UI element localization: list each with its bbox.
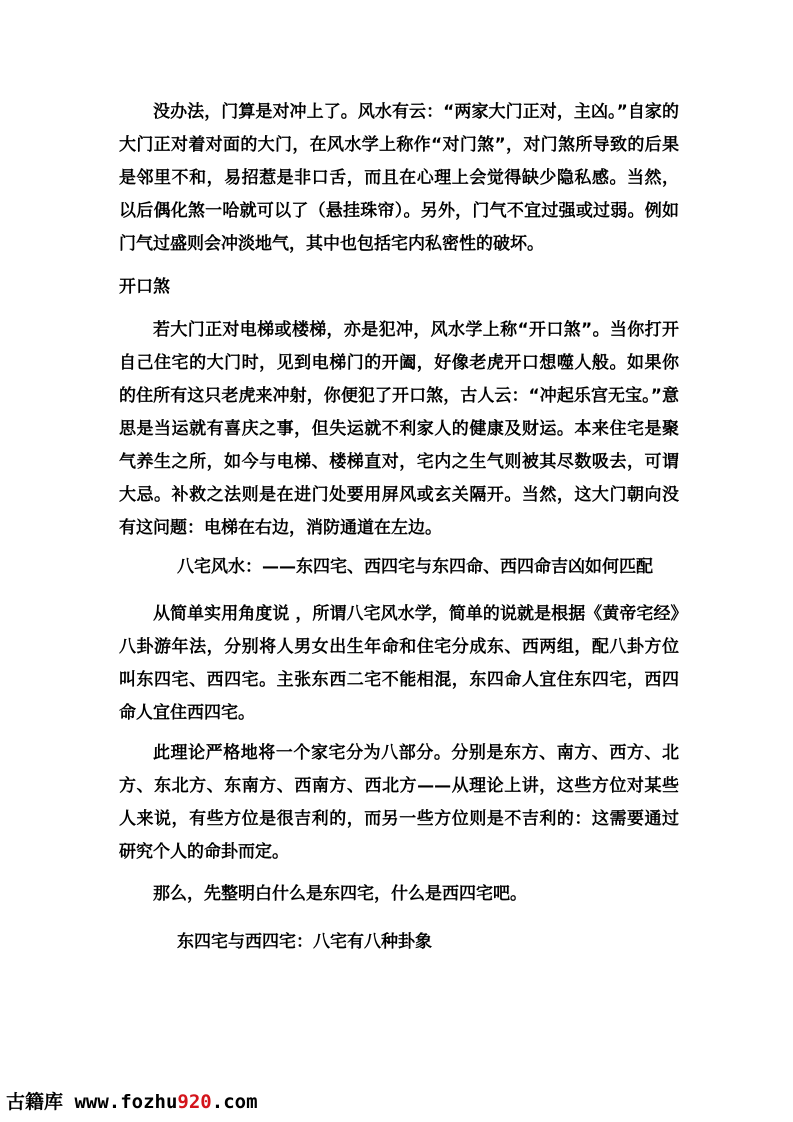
section-heading-kaikousha: 开口煞	[119, 277, 170, 297]
watermark-url-number: 920	[177, 1091, 212, 1113]
watermark-site-name: 古籍库	[6, 1091, 64, 1113]
paragraph-kaikousha: 若大门正对电梯或楼梯，亦是犯冲，风水学上称“开口煞”。当你打开自己住宅的大门时，见到电梯门的开阖，好像老虎开口想噬人般。如果你的住所有这只老虎来冲射，你便犯了开口煞，古人云：“冲起乐宫无宝。”意思是当运就有喜庆之事，但失运就不利家人的健康及财运。本来住宅是聚气养生之所，如今与电梯、楼梯直对，宅内之生气则被其尽数吸去，可谓大忌。补救之法则是在进门处要用屏风或玄关隔开。当然，这大门朝向没有这问题：电梯在右边，消防通道在左边。	[119, 320, 679, 538]
section-heading-east-west-houses: 东四宅与西四宅：八宅有八种卦象	[177, 932, 432, 952]
watermark-url-prefix: www.fozhu	[74, 1091, 178, 1113]
paragraph-door-clash: 没办法，门算是对冲上了。风水有云：“两家大门正对，主凶。”自家的大门正对着对面的大门，在风水学上称作“对门煞”，对门煞所导致的后果是邻里不和，易招惹是非口舌，而且在心理上会觉得缺少隐私感。当然，以后偶化煞一哈就可以了（悬挂珠帘）。另外，门气不宜过强或过弱。例如门气过盛则会冲淡地气，其中也包括宅内私密性的破坏。	[119, 102, 679, 254]
paragraph-bazhai-intro: 从简单实用角度说 ，所谓八宅风水学，简单的说就是根据《黄帝宅经》八卦游年法，分别将人男女出生年命和住宅分成东、西两组，配八卦方位叫东四宅、西四宅。主张东西二宅不能相混，东四命人宜住东四宅，西四命人宜住西四宅。	[119, 604, 679, 723]
site-watermark	[6, 1089, 258, 1115]
paragraph-east-west-intro: 那么，先整明白什么是东四宅，什么是西四宅吧。	[153, 884, 527, 904]
paragraph-eight-directions: 此理论严格地将一个家宅分为八部分。分别是东方、南方、西方、北方、东北方、东南方、西南方、西北方——从理论上讲，这些方位对某些人来说，有些方位是很吉利的，而另一些方位则是不吉利的：这需要通过研究个人的命卦而定。	[119, 743, 679, 862]
watermark-url-suffix: .com	[211, 1091, 258, 1113]
section-heading-bazhai: 八宅风水：——东四宅、西四宅与东四命、西四命吉凶如何匹配	[177, 557, 653, 577]
